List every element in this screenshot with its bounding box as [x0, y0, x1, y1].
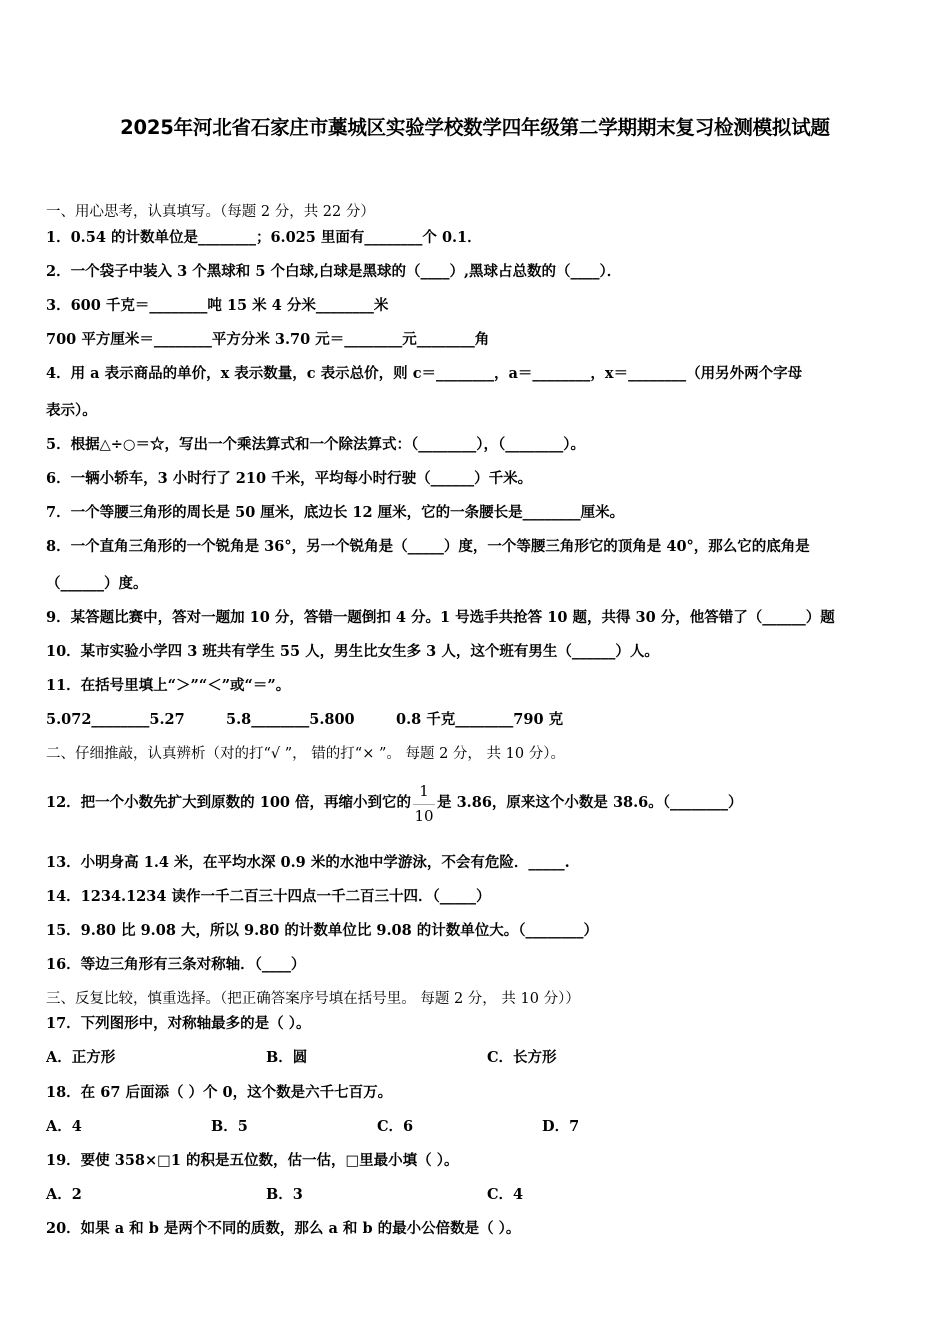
question-2: 2．一个袋子中装入 3 个黑球和 5 个白球,白球是黑球的（____）,黑球占总数的（____）．: [46, 263, 622, 280]
question-6: 6．一辆小轿车，3 小时行了 210 千米，平均每小时行驶（______）千米。: [46, 470, 533, 487]
question-12: [46, 782, 743, 825]
fraction-bar: [413, 804, 435, 805]
q17-option-a: A．正方形: [46, 1049, 116, 1066]
q18-option-d: D．7: [542, 1118, 580, 1135]
question-1: 1．0.54 的计数单位是________；6.025 里面有________个 0.1．: [46, 229, 482, 246]
q18-option-a: A．4: [46, 1118, 82, 1135]
question-7: 7．一个等腰三角形的周长是 50 厘米，底边长 12 厘米，它的一条腰长是________厘米。: [46, 504, 625, 521]
question-17: 17．下列图形中，对称轴最多的是（ ）。: [46, 1015, 311, 1032]
q19-option-b: B．3: [266, 1186, 303, 1203]
question-18: 18．在 67 后面添（ ）个 0，这个数是六千七百万。: [46, 1084, 393, 1101]
section-2-heading: 二、仔细推敲，认真辨析（对的打“√ ”， 错的打“× ”。 每题 2 分， 共 10 分）。: [46, 746, 565, 762]
q19-option-a: A．2: [46, 1186, 82, 1203]
question-8-line-1: 8．一个直角三角形的一个锐角是 36°，另一个锐角是（_____）度，一个等腰三角形它的顶角是 40°，那么它的底角是: [46, 538, 810, 555]
question-13: 13．小明身高 1.4 米，在平均水深 0.9 米的水池中学游泳，不会有危险．_____.: [46, 854, 570, 871]
question-20: 20．如果 a 和 b 是两个不同的质数，那么 a 和 b 的最小公倍数是（ ）。: [46, 1220, 521, 1237]
question-16: 16．等边三角形有三条对称轴．（____）: [46, 956, 306, 973]
page-title: 2025年河北省石家庄市藁城区实验学校数学四年级第二学期期末复习检测模拟试题: [120, 116, 830, 139]
q19-option-c: C．4: [487, 1186, 524, 1203]
question-9: 9．某答题比赛中，答对一题加 10 分，答错一题倒扣 4 分。1 号选手共抢答 10 题，共得 30 分，他答错了（______）题: [46, 609, 835, 626]
question-11: 11．在括号里填上“＞”“＜”或“＝”。: [46, 677, 291, 694]
q17-option-c: C．长方形: [487, 1049, 557, 1066]
question-8-line-2: （______）度。: [46, 575, 148, 592]
section-1-heading: 一、用心思考，认真填写。（每题 2 分，共 22 分）: [46, 204, 375, 220]
q11-item-1: 5.072________5.27: [46, 711, 185, 728]
fraction-denominator: 10: [414, 807, 434, 825]
question-3-line-2: 700 平方厘米＝________平方分米 3.70 元＝________元________角: [46, 331, 490, 348]
question-14: 14．1234.1234 读作一千二百三十四点一千二百三十四．（_____）: [46, 888, 491, 905]
q18-option-b: B．5: [211, 1118, 248, 1135]
question-4-line-1: 4．用 a 表示商品的单价，x 表示数量，c 表示总价，则 c＝________，a＝________，x＝________（用另外两个字母: [46, 365, 803, 382]
question-15: 15．9.80 比 9.08 大，所以 9.80 的计数单位比 9.08 的计数单位大。（________）: [46, 922, 599, 939]
q12-text-after: 是 3.86，原来这个小数是 38.6。（________）: [437, 794, 743, 811]
q11-item-3: 0.8 千克________790 克: [396, 711, 564, 728]
q18-option-c: C．6: [377, 1118, 414, 1135]
question-3-line-1: 3．600 千克＝________吨 15 米 4 分米________米: [46, 297, 389, 314]
q12-text-before: 12．把一个小数先扩大到原数的 100 倍，再缩小到它的: [46, 794, 412, 811]
q11-item-2: 5.8________5.800: [226, 711, 355, 728]
question-19: 19．要使 358×□1 的积是五位数，估一估，□里最小填（ ）。: [46, 1152, 459, 1169]
question-10: 10．某市实验小学四 3 班共有学生 55 人，男生比女生多 3 人，这个班有男生（______）人。: [46, 643, 659, 660]
fraction-numerator: 1: [419, 782, 429, 800]
question-4-line-2: 表示）。: [46, 402, 97, 419]
question-5: 5．根据△÷○＝☆，写出一个乘法算式和一个除法算式：（________），（________）。: [46, 436, 586, 453]
section-3-heading: 三、反复比较，慎重选择。（把正确答案序号填在括号里。 每题 2 分， 共 10 分））: [46, 991, 580, 1007]
q17-option-b: B．圆: [266, 1049, 308, 1066]
